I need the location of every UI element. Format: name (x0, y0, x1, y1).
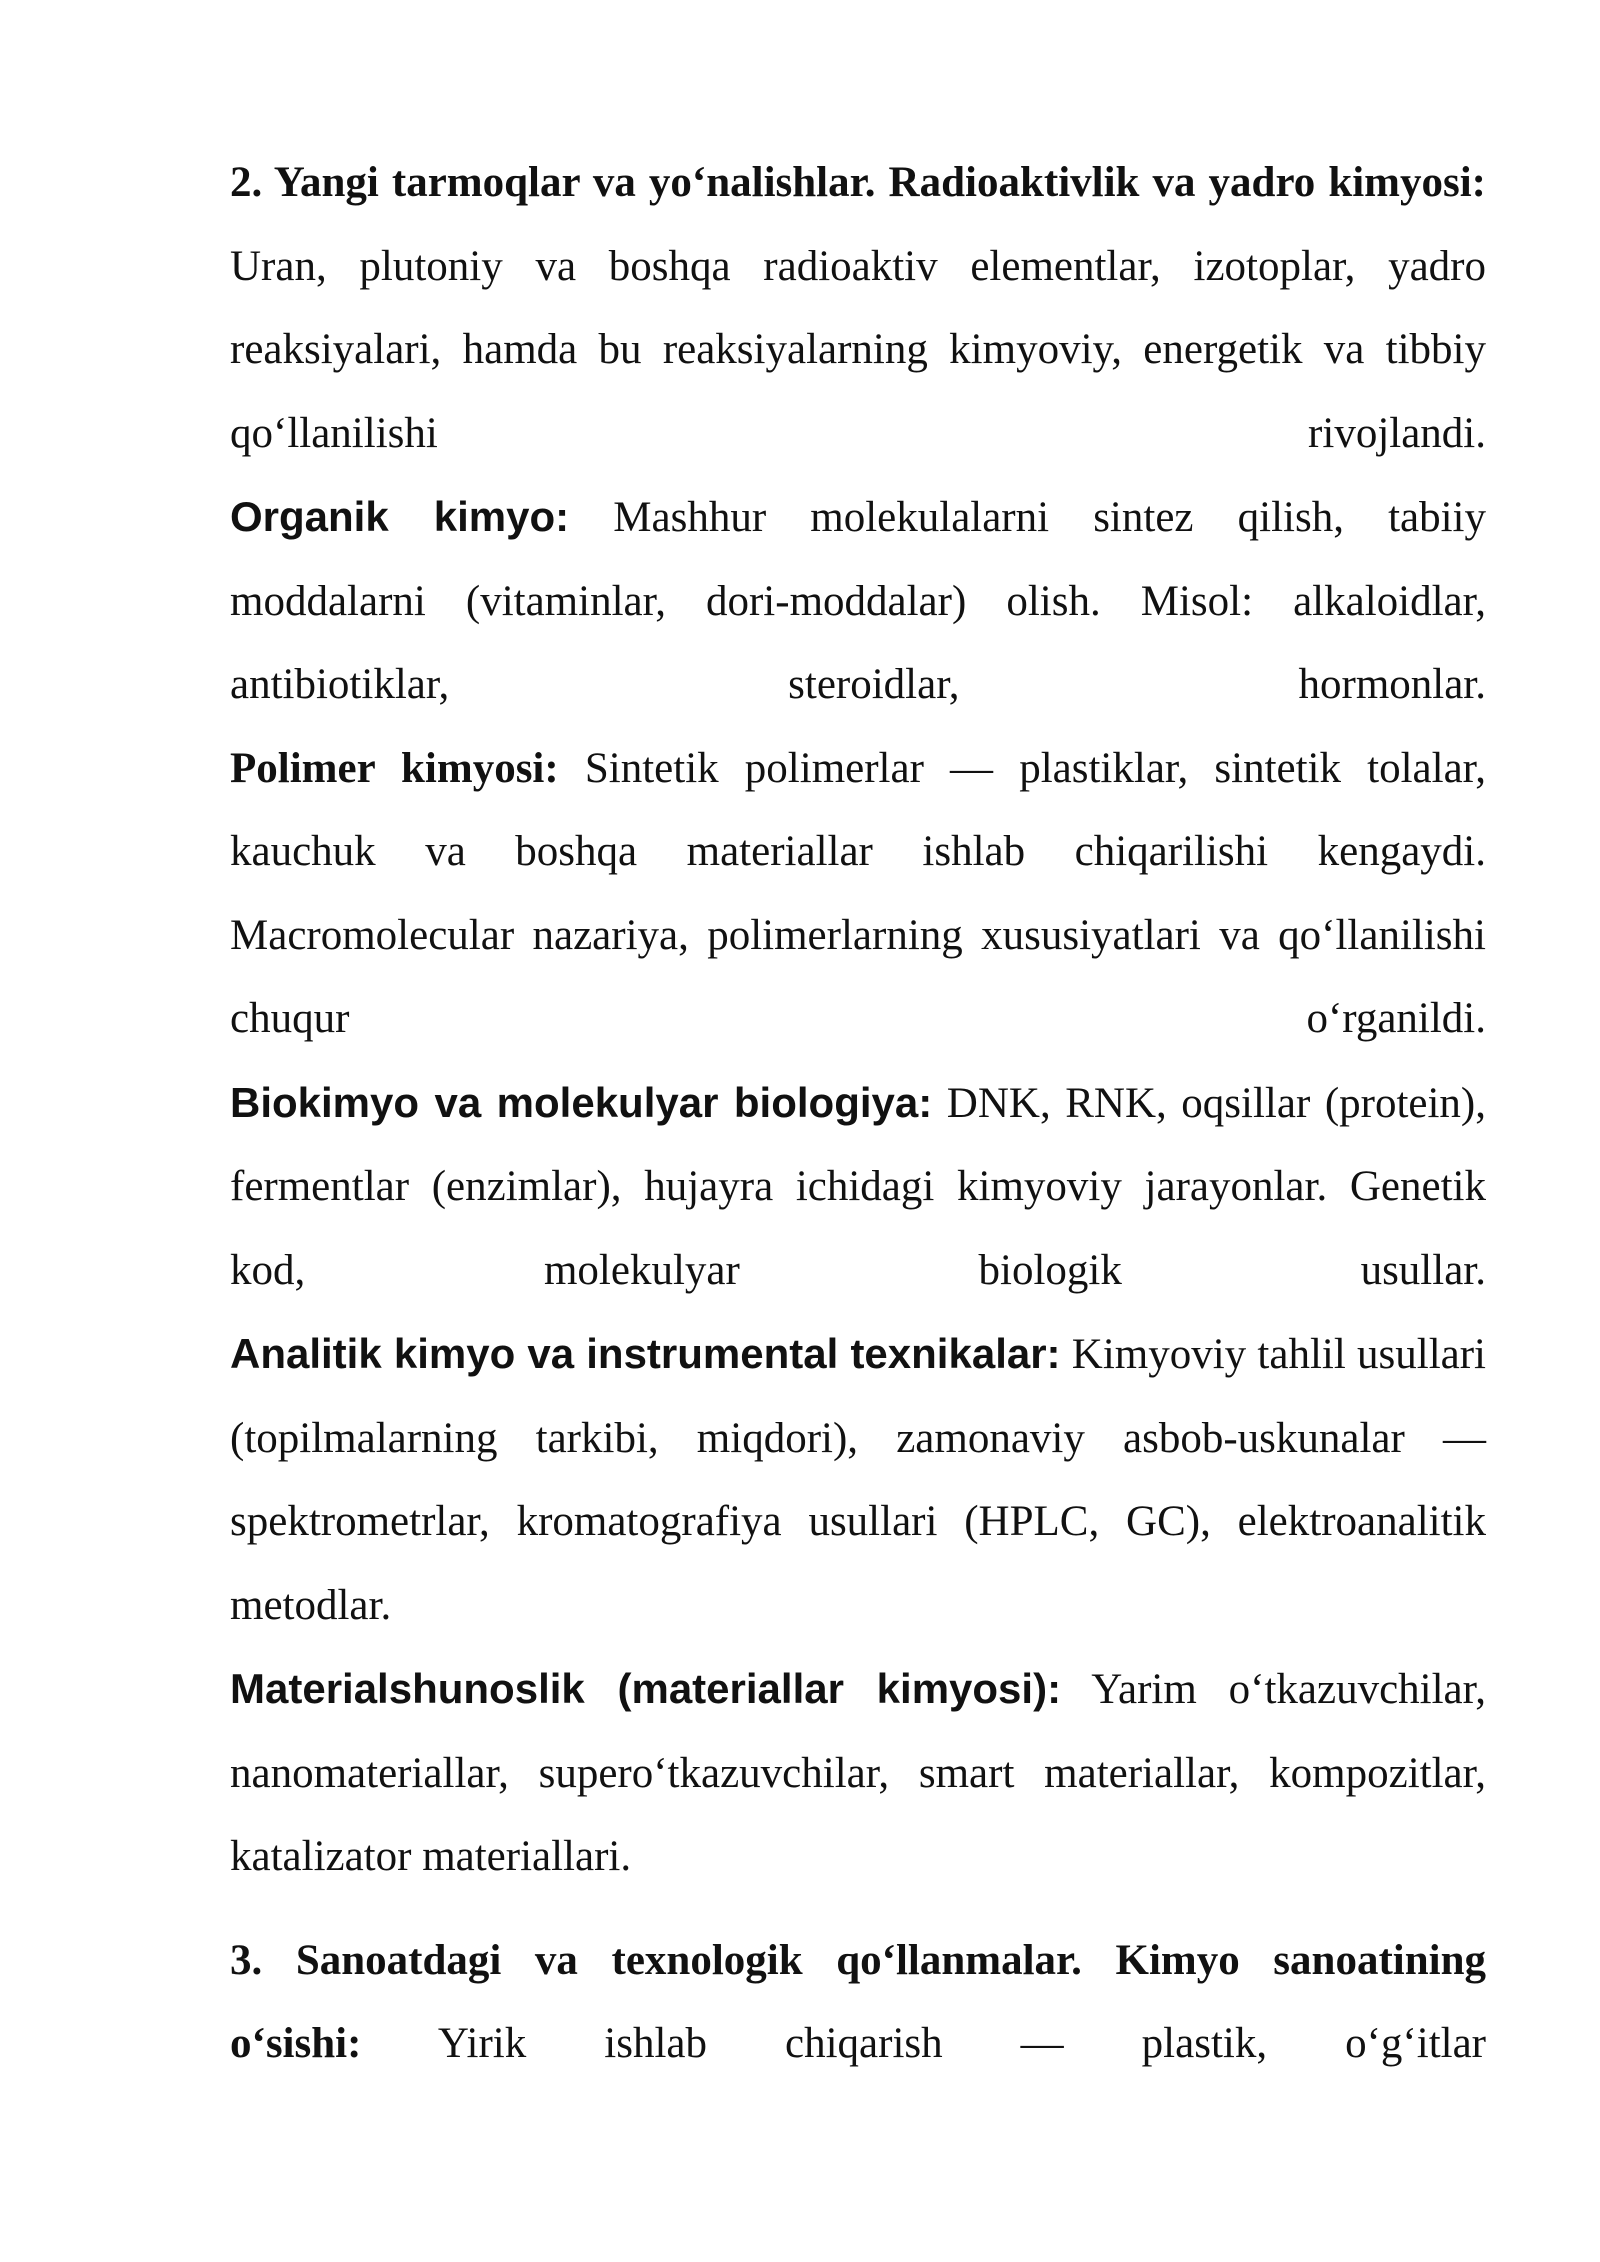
section-3-paragraph (230, 1919, 1486, 2086)
section-2-block-3 (230, 727, 1486, 1061)
section-2-heading: 2. Yangi tarmoqlar va yo‘nalishlar. (230, 159, 876, 206)
section-2-paragraph (230, 141, 1486, 1899)
item-text-organic: Mashhur molekulalarni sintez qilish, tabiiy moddalarni (vitaminlar, dori-moddalar) olish. Misol: alkaloidlar, antibiotiklar, steroidlar, hormonlar. (230, 494, 1486, 708)
section-2-block-5 (230, 1312, 1486, 1647)
item-title-analytical: Analitik kimyo va instrumental texnikalar: (230, 1330, 1061, 1377)
item-text-analytical: Kimyoviy tahlil usullari (topilmalarning tarkibi, miqdori), zamonaviy asbob-uskunalar — spektrometrlar, kromatografiya usullari (HPLC, GC), elektroanalitik metodlar. (230, 1331, 1486, 1629)
item-text-polymer: Sintetik polimerlar — plastiklar, sintetik tolalar, kauchuk va boshqa materiallar ishlab chiqarilishi kengaydi. Macromolecular nazariya, polimerlarning xususiyatlari va qo‘llanilishi chuqur o‘rganildi. (230, 744, 1487, 1042)
item-title-radioactivity: Radioaktivlik va yadro kimyosi: (888, 159, 1486, 206)
item-title-organic: Organik kimyo: (230, 493, 570, 540)
section-2-block-4 (230, 1061, 1486, 1313)
section-2-block-1 (230, 141, 1486, 475)
item-title-polymer: Polimer kimyosi: (230, 744, 559, 792)
section-2-block-6 (230, 1647, 1486, 1899)
item-title-materials: Materialshunoslik (materiallar kimyosi): (230, 1665, 1062, 1712)
item-title-industry: Kimyo sanoatining o‘sishi: (230, 1936, 1487, 2067)
item-text-materials: Yarim o‘tkazuvchilar, nanomateriallar, supero‘tkazuvchilar, smart materiallar, kompozitlar, katalizator materiallari. (230, 1666, 1486, 1880)
section-3-heading: 3. Sanoatdagi va texnologik qo‘llanmalar. (230, 1936, 1082, 1984)
item-text-biochemistry: DNK, RNK, oqsillar (protein), fermentlar (enzimlar), hujayra ichidagi kimyoviy jarayonlar. Genetik kod, molekulyar biologik usullar. (230, 1079, 1487, 1294)
text-column (230, 141, 1486, 2086)
section-3-block-1 (230, 1919, 1486, 2086)
item-text-industry: Yirik ishlab chiqarish — plastik, o‘g‘itlar (437, 2020, 1486, 2067)
item-text-radioactivity: Uran, plutoniy va boshqa radioaktiv elementlar, izotoplar, yadro reaksiyalari, hamda bu reaksiyalarning kimyoviy, energetik va tibbiy qo‘llanilishi rivojlandi. (230, 242, 1486, 457)
section-2-block-2 (230, 475, 1486, 727)
item-title-biochemistry: Biokimyo va molekulyar biologiya: (230, 1078, 933, 1126)
